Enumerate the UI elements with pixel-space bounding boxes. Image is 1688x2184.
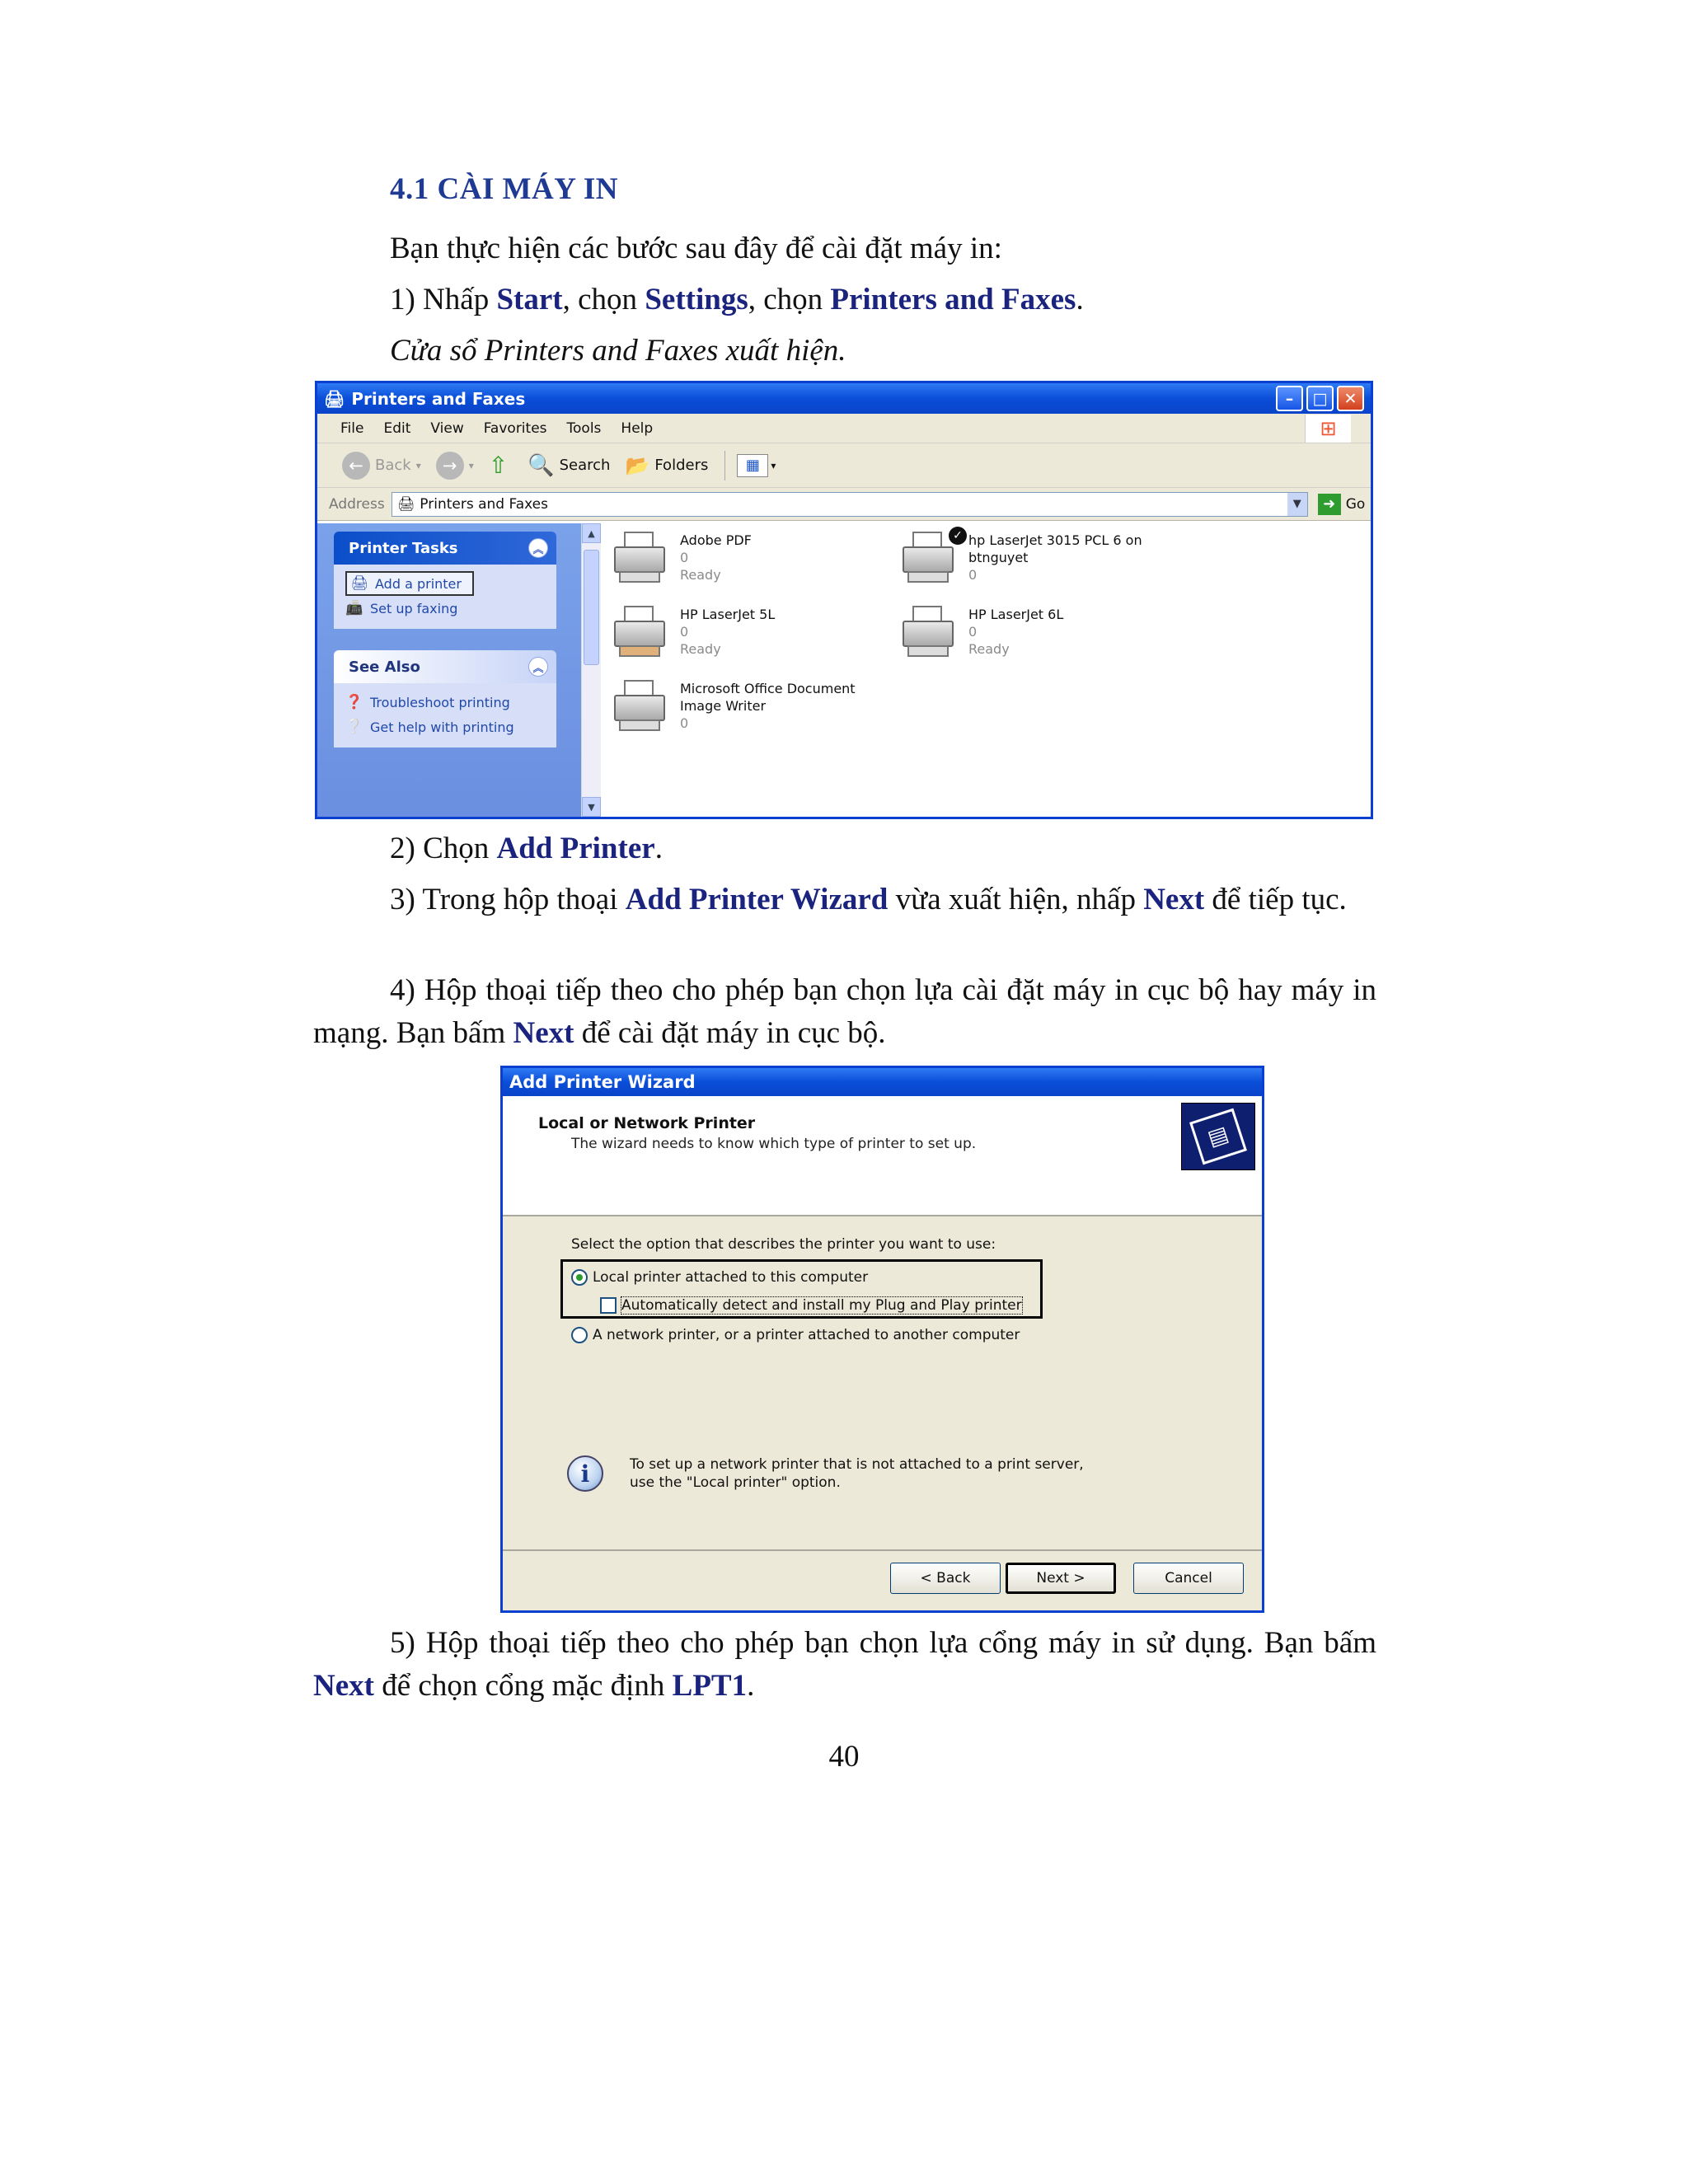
collapse-icon[interactable]: ︽ — [528, 657, 548, 677]
step-5: 5) Hộp thoại tiếp theo cho phép bạn chọn lựa cổng máy in sử dụng. Bạn bấm Next để chọn cổng mặc định LPT1. — [313, 1626, 1376, 1703]
next-keyword: Next — [513, 1016, 574, 1050]
add-printer-keyword: Add Printer — [496, 832, 655, 865]
lpt1-keyword: LPT1 — [672, 1669, 748, 1703]
radio-empty-icon — [571, 1327, 588, 1343]
scroll-up-icon[interactable]: ▲ — [582, 523, 601, 543]
printer-icon — [611, 601, 668, 663]
page-number: 40 — [828, 1740, 860, 1774]
back-arrow-icon: ← — [342, 452, 370, 480]
info-icon: i — [567, 1455, 603, 1492]
add-printer-icon: 🖨 — [350, 575, 368, 592]
see-also-header[interactable]: See Also ︽ — [334, 650, 556, 683]
address-input[interactable]: 🖨 Printers and Faxes ▼ — [392, 492, 1308, 517]
step-1: 1) Nhấp Start, chọn Settings, chọn Printers and Faxes. — [390, 283, 1084, 316]
menu-tools[interactable]: Tools — [566, 419, 602, 437]
add-printer-link[interactable]: 🖨 Add a printer — [345, 571, 474, 596]
chevron-down-icon: ▾ — [771, 459, 776, 471]
menu-edit[interactable]: Edit — [383, 419, 411, 437]
toolbar — [317, 443, 1371, 488]
address-dropdown-icon[interactable]: ▼ — [1287, 493, 1307, 516]
maximize-button[interactable]: □ — [1306, 386, 1334, 411]
title-bar — [503, 1068, 1262, 1096]
troubleshoot-printing-link[interactable]: ❓ Troubleshoot printing — [345, 694, 510, 710]
folders-icon: 📂 — [625, 453, 650, 477]
go-arrow-icon: ➜ — [1318, 494, 1341, 515]
wizard-body — [503, 1216, 1262, 1584]
printer-tasks-panel — [334, 532, 556, 629]
window-body — [317, 523, 1371, 817]
window-note: Cửa sổ Printers and Faxes xuất hiện. — [390, 334, 846, 368]
step-2: 2) Chọn Add Printer. — [390, 832, 663, 865]
printer-icon — [899, 601, 957, 663]
address-bar — [317, 488, 1371, 521]
menu-favorites[interactable]: Favorites — [483, 419, 547, 437]
folders-button[interactable]: 📂 Folders — [625, 453, 709, 477]
window-title: Printers and Faxes — [351, 388, 526, 409]
cancel-button[interactable]: Cancel — [1133, 1563, 1244, 1594]
printer-tasks-header[interactable]: Printer Tasks ︽ — [334, 532, 556, 565]
scroll-down-icon[interactable]: ▼ — [582, 797, 601, 817]
scroll-thumb[interactable] — [584, 550, 599, 665]
printer-item[interactable]: Adobe PDF 0 Ready — [611, 527, 752, 589]
printer-wizard-icon: ▤ — [1181, 1103, 1255, 1170]
menu-help[interactable]: Help — [621, 419, 654, 437]
printer-folder-icon: 🖨 — [396, 495, 415, 513]
forward-arrow-icon: → — [436, 452, 464, 480]
collapse-icon[interactable]: ︽ — [528, 538, 548, 558]
back-button[interactable]: < Back — [890, 1563, 1001, 1594]
intro-text: Bạn thực hiện các bước sau đây để cài đặt máy in: — [390, 232, 1002, 265]
up-button[interactable] — [489, 452, 513, 479]
add-printer-wizard-dialog — [500, 1066, 1264, 1613]
dialog-title: Add Printer Wizard — [509, 1072, 696, 1092]
back-button[interactable]: ← Back ▾ — [342, 452, 421, 480]
help-icon: ❔ — [345, 719, 363, 735]
wizard-keyword: Add Printer Wizard — [625, 883, 889, 916]
minimize-button[interactable]: – — [1276, 386, 1303, 411]
wizard-step-subtitle: The wizard needs to know which type of printer to set up. — [571, 1136, 977, 1152]
title-bar — [317, 383, 1371, 414]
toolbar-separator — [724, 451, 725, 480]
wizard-header — [503, 1096, 1262, 1216]
local-printer-radio[interactable]: Local printer attached to this computer — [571, 1269, 868, 1286]
printers-faxes-keyword: Printers and Faxes — [830, 283, 1076, 316]
search-button[interactable]: 🔍 Search — [528, 452, 611, 478]
chevron-down-icon: ▾ — [415, 459, 421, 471]
next-keyword: Next — [1143, 883, 1205, 916]
network-printer-icon — [899, 527, 963, 589]
printer-item[interactable]: HP LaserJet 5L 0 Ready — [611, 601, 775, 663]
step-4: 4) Hộp thoại tiếp theo cho phép bạn chọn lựa cài đặt máy in cục bộ hay máy in mạng. Bạn bấm Next để cài đặt máy in cục bộ. — [313, 973, 1376, 1050]
help-topic-icon: ❓ — [345, 694, 363, 710]
task-pane-scrollbar[interactable] — [581, 523, 601, 817]
intro-paragraph — [313, 227, 1376, 270]
printer-item[interactable]: Microsoft Office Document Image Writer 0 — [611, 675, 856, 738]
fax-icon: 📠 — [345, 600, 363, 616]
wizard-step-title: Local or Network Printer — [538, 1114, 756, 1132]
views-icon: ▦ — [737, 454, 768, 477]
task-pane — [317, 523, 581, 817]
step-3: 3) Trong hộp thoại Add Printer Wizard vừa xuất hiện, nhấp Next để tiếp tục. — [390, 883, 1347, 916]
info-note: i To set up a network printer that is not attached to a print server, use the "Local printer" option. — [567, 1455, 1084, 1492]
auto-detect-checkbox[interactable]: Automatically detect and install my Plug and Play printer — [600, 1297, 1022, 1314]
views-button[interactable] — [737, 454, 776, 477]
printer-icon — [611, 675, 668, 738]
radio-selected-icon — [571, 1269, 588, 1286]
printer-item[interactable]: ✓ hp LaserJet 3015 PCL 6 on btnguyet 0 — [899, 527, 1142, 589]
section-heading: 4.1 CÀI MÁY IN — [390, 172, 618, 206]
printer-item[interactable]: HP LaserJet 6L 0 Ready — [899, 601, 1063, 663]
printer-icon — [611, 527, 668, 589]
printer-folder-icon: 🖨 — [324, 388, 345, 409]
forward-button[interactable] — [436, 452, 474, 480]
see-also-panel — [334, 650, 556, 748]
windows-logo-icon: ⊞ — [1305, 415, 1351, 443]
search-icon: 🔍 — [528, 452, 555, 478]
next-button[interactable]: Next > — [1006, 1563, 1116, 1594]
network-printer-radio[interactable]: A network printer, or a printer attached to another computer — [571, 1327, 1020, 1343]
checkbox-icon — [600, 1297, 617, 1314]
menu-view[interactable]: View — [430, 419, 464, 437]
printers-and-faxes-window — [315, 381, 1373, 819]
settings-keyword: Settings — [645, 283, 748, 316]
menu-bar — [317, 414, 1371, 443]
go-button[interactable]: ➜ Go — [1318, 494, 1366, 515]
get-help-printing-link[interactable]: ❔ Get help with printing — [345, 719, 514, 735]
option-prompt: Select the option that describes the printer you want to use: — [571, 1236, 996, 1253]
start-keyword: Start — [496, 283, 563, 316]
address-label: Address — [329, 495, 385, 513]
next-keyword: Next — [313, 1669, 374, 1703]
chevron-down-icon: ▾ — [468, 459, 474, 471]
printers-list — [601, 523, 1371, 817]
menu-file[interactable]: File — [340, 419, 364, 437]
close-button[interactable]: ✕ — [1337, 386, 1364, 411]
wizard-footer — [503, 1549, 1262, 1610]
default-printer-check-icon: ✓ — [949, 527, 967, 545]
folder-up-icon: ⇧ — [488, 452, 509, 479]
setup-faxing-link[interactable]: 📠 Set up faxing — [345, 600, 458, 616]
